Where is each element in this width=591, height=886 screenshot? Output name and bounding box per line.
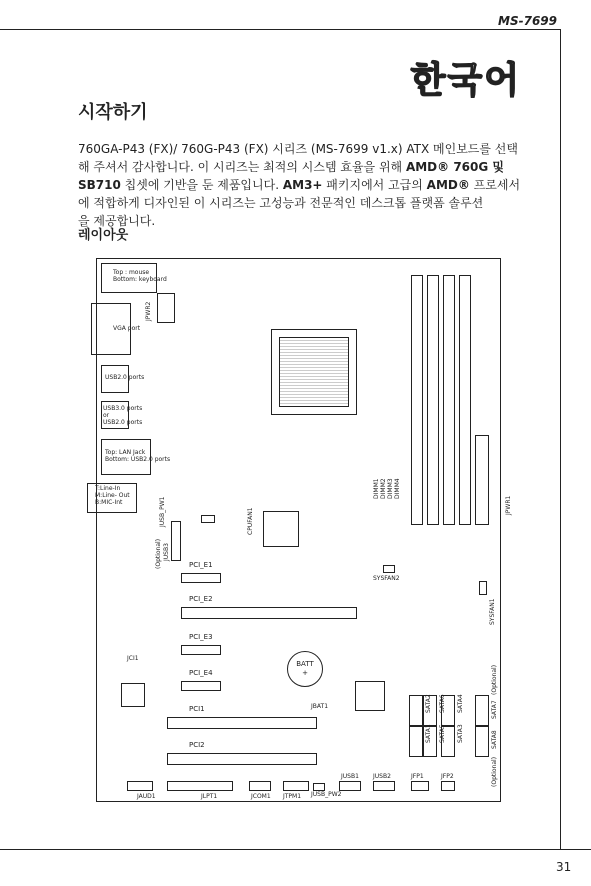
- sata8-optional-label: (Optional): [491, 756, 498, 787]
- dimm3-label: DIMM3: [387, 478, 394, 499]
- sata4-label: SATA4: [457, 694, 464, 713]
- sata8-label: SATA8: [491, 730, 498, 749]
- jfp1-label: JFP1: [411, 773, 424, 780]
- ps2-bottom-label: Bottom: keyboard: [113, 276, 167, 283]
- sata1-connector: [409, 725, 423, 757]
- sata1-label: SATA1: [425, 724, 432, 743]
- jtpm1-header: [283, 781, 309, 791]
- audio-label: [95, 485, 130, 506]
- sata5-label: SATA5: [439, 724, 446, 743]
- jusb1-header: [339, 781, 361, 791]
- usb30-line: USB3.0 ports: [103, 405, 143, 412]
- pci1-label: PCI1: [189, 705, 205, 713]
- dimm1-slot: [411, 275, 423, 525]
- intro-line: 760GA-P43 (FX)/ 760G-P43 (FX) 시리즈 (MS-7699 v1.x) ATX 메인보드를 선택: [78, 142, 518, 156]
- dimm3-slot: [443, 275, 455, 525]
- pci-e1-slot: [181, 573, 221, 583]
- jcom1-label: JCOM1: [251, 793, 271, 800]
- intro-emphasis: AMD® 760G 및: [405, 160, 504, 174]
- vga-port-label: VGA port: [113, 325, 141, 332]
- intro-paragraph: [78, 140, 528, 230]
- dimm1-label: DIMM1: [373, 478, 380, 499]
- jlpt1-header: [167, 781, 233, 791]
- footer-rule: [0, 849, 591, 850]
- sata7-connector: [475, 695, 489, 727]
- intro-text: 해 주셔서 감사합니다. 이 시리즈는 최적의 시스템 효율을 위해: [78, 160, 406, 174]
- jfp2-label: JFP2: [441, 773, 454, 780]
- southbridge-chip: [121, 683, 145, 707]
- jcom1-header: [249, 781, 271, 791]
- pci-e3-label: PCI_E3: [189, 633, 213, 641]
- audio-line: T:Line-In: [95, 485, 121, 492]
- jpwr1-label: JPWR1: [505, 495, 512, 515]
- jlpt1-label: JLPT1: [201, 793, 218, 800]
- jpwr2-connector: [157, 293, 175, 323]
- cpufan1-connector: [201, 515, 215, 523]
- jfp1-header: [411, 781, 429, 791]
- sysfan1-connector: [479, 581, 487, 595]
- pci-e2-label: PCI_E2: [189, 595, 213, 603]
- intro-emphasis: SB710: [78, 178, 121, 192]
- jaud1-header: [127, 781, 153, 791]
- lan-line: Bottom: USB2.0 ports: [105, 456, 171, 463]
- northbridge-chip: [263, 511, 299, 547]
- usb30-line: or: [103, 412, 110, 419]
- section-title: 시작하기: [78, 102, 148, 123]
- page-number: 31: [556, 860, 572, 874]
- language-title: 한국어: [410, 60, 521, 101]
- intro-text: 프로세서: [469, 178, 521, 192]
- pci-e4-slot: [181, 681, 221, 691]
- intro-line: [78, 176, 528, 194]
- sata2-connector: [409, 695, 423, 727]
- jpwr1-connector: [475, 435, 489, 525]
- audio-line: B:MIC-Int: [95, 499, 123, 506]
- jbat1-label: JBAT1: [311, 703, 329, 710]
- battery: [287, 651, 323, 687]
- sata2-label: SATA2: [425, 694, 432, 713]
- sata7-label: SATA7: [491, 700, 498, 719]
- intro-text: 칩셋에 기반을 둔 제품입니다.: [120, 178, 283, 192]
- pci-e2-slot: [181, 607, 357, 619]
- cpu-socket-inner: [279, 337, 349, 407]
- sata6-label: SATA6: [439, 694, 446, 713]
- pci1-slot: [167, 717, 317, 729]
- jfp2-header: [441, 781, 455, 791]
- battery-label: BATT: [296, 660, 314, 668]
- jusb3-header: [171, 521, 181, 561]
- model-header: MS-7699: [498, 14, 557, 28]
- intro-line: 을 제공합니다.: [78, 214, 156, 228]
- pci-e1-label: PCI_E1: [189, 561, 213, 569]
- sysfan1-label: SYSFAN1: [489, 598, 496, 625]
- sysfan2-connector: [383, 565, 395, 573]
- lan-label: [105, 449, 170, 463]
- ps2-top-label: Top : mouse: [113, 269, 150, 276]
- jusb1-label: JUSB1: [341, 773, 359, 780]
- io-chip: [355, 681, 385, 711]
- pci2-slot: [167, 753, 317, 765]
- jtpm1-label: JTPM1: [283, 793, 302, 800]
- jusb2-label: JUSB2: [373, 773, 391, 780]
- jusb3-label: JUSB3: [163, 543, 170, 561]
- side-rule: [560, 29, 561, 849]
- sata8-connector: [475, 725, 489, 757]
- dimm2-label: DIMM2: [380, 478, 387, 499]
- dimm4-label: DIMM4: [394, 478, 401, 499]
- jusb3-optional-label: (Optional): [155, 538, 162, 569]
- battery-plus: +: [302, 669, 308, 677]
- intro-line: [78, 158, 528, 176]
- intro-emphasis: AMD®: [426, 178, 470, 192]
- layout-title: 레이아웃: [78, 228, 129, 243]
- sata7-optional-label: (Optional): [491, 664, 498, 695]
- motherboard-diagram: [95, 258, 512, 802]
- jusb-pw2-header: [313, 783, 325, 791]
- usb30-line: USB2.0 ports: [103, 419, 143, 426]
- jusb-pw2-label: JUSB_PW2: [311, 791, 342, 798]
- header-rule: [0, 29, 560, 30]
- pci-e4-label: PCI_E4: [189, 669, 213, 677]
- jci1-label: JCI1: [127, 655, 139, 662]
- intro-line: 에 적합하게 디자인된 이 시리즈는 고성능과 전문적인 데스크톱 플랫폼 솔루션: [78, 196, 484, 210]
- sata3-label: SATA3: [457, 724, 464, 743]
- intro-emphasis: AM3+: [282, 178, 323, 192]
- lan-line: Top: LAN Jack: [105, 449, 146, 456]
- sysfan2-label: SYSFAN2: [373, 575, 400, 582]
- pci-e3-slot: [181, 645, 221, 655]
- jusb-pw1-label: JUSB_PW1: [159, 496, 166, 527]
- audio-line: M:Line- Out: [95, 492, 130, 499]
- usb30-label: [103, 405, 142, 426]
- cpufan1-label: CPUFAN1: [247, 507, 254, 535]
- jaud1-label: JAUD1: [137, 793, 156, 800]
- jusb2-header: [373, 781, 395, 791]
- dimm4-slot: [459, 275, 471, 525]
- usb20-label: USB2.0 ports: [105, 374, 145, 381]
- jpwr2-label: JPWR2: [145, 301, 152, 321]
- intro-text: 패키지에서 고급의: [322, 178, 427, 192]
- dimm2-slot: [427, 275, 439, 525]
- ps2-label: [113, 269, 167, 283]
- pci2-label: PCI2: [189, 741, 205, 749]
